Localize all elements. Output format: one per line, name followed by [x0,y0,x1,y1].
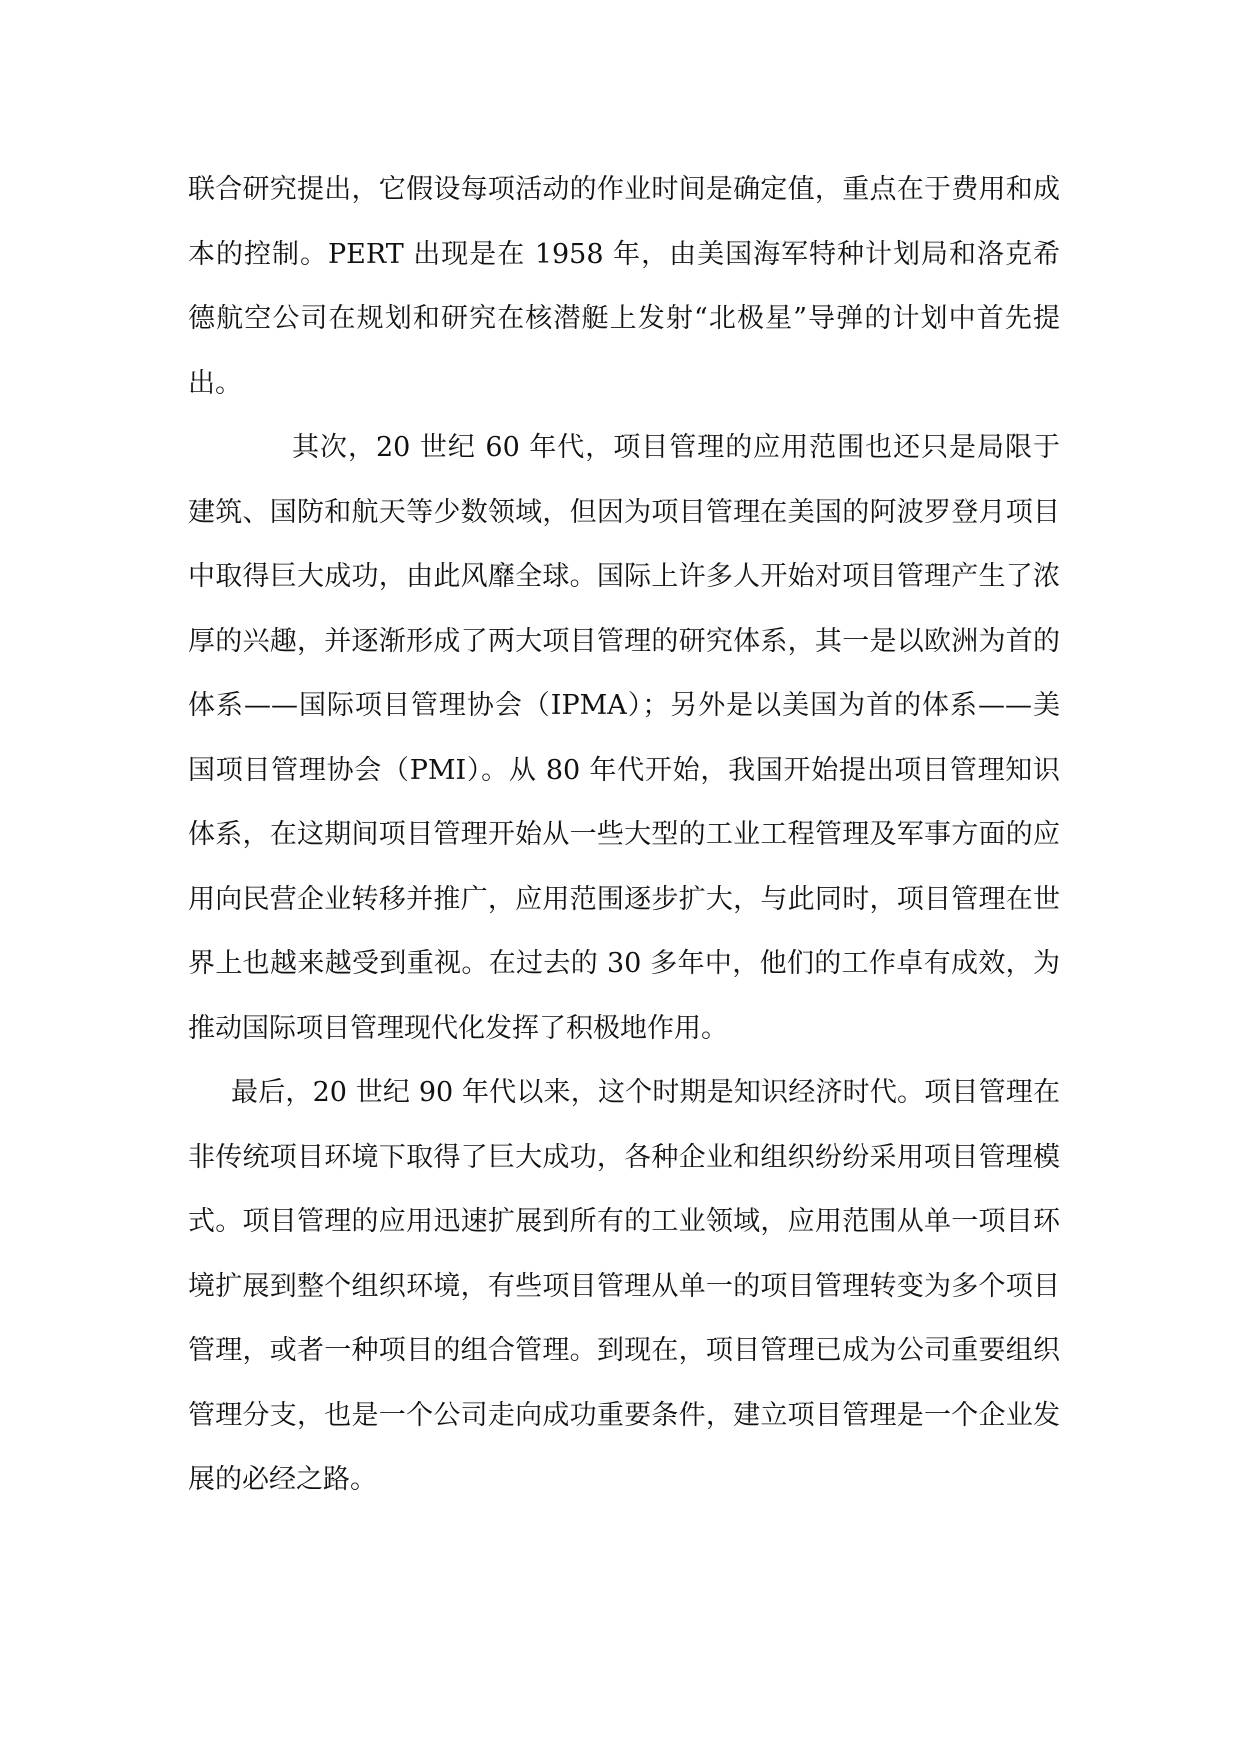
paragraph-second-stage: 其次，20 世纪 60 年代，项目管理的应用范围也还只是局限于建筑、国防和航天等少数领域，但因为项目管理在美国的阿波罗登月项目中取得巨大成功，由此风靡全球。国际上许多人开始对项目管理产生了浓厚的兴趣，并逐渐形成了两大项目管理的研究体系，其一是以欧洲为首的体系——国际项目管理协会（IPMA）；另外是以美国为首的体系——美国项目管理协会（PMI）。从 80 年代开始，我国开始提出项目管理知识体系，在这期间项目管理开始从一些大型的工业工程管理及军事方面的应用向民营企业转移并推广，应用范围逐步扩大，与此同时，项目管理在世界上也越来越受到重视。在过去的 30 多年中，他们的工作卓有成效，为推动国际项目管理现代化发挥了积极地作用。 [188,432,1060,1044]
document-body [188,158,1060,1513]
paragraph-final-stage: 最后，20 世纪 90 年代以来，这个时期是知识经济时代。项目管理在非传统项目环境下取得了巨大成功，各种企业和组织纷纷采用项目管理模式。项目管理的应用迅速扩展到所有的工业领域，应用范围从单一项目环境扩展到整个组织环境，有些项目管理从单一的项目管理转变为多个项目管理，或者一种项目的组合管理。到现在，项目管理已成为公司重要组织管理分支，也是一个公司走向成功重要条件，建立项目管理是一个企业发展的必经之路。 [188,1077,1060,1495]
paragraph-continuation: 联合研究提出，它假设每项活动的作业时间是确定值，重点在于费用和成本的控制。PERT 出现是在 1958 年，由美国海军特种计划局和洛克希德航空公司在规划和研究在核潜艇上发射“北极星”导弹的计划中首先提出。 [188,174,1060,399]
